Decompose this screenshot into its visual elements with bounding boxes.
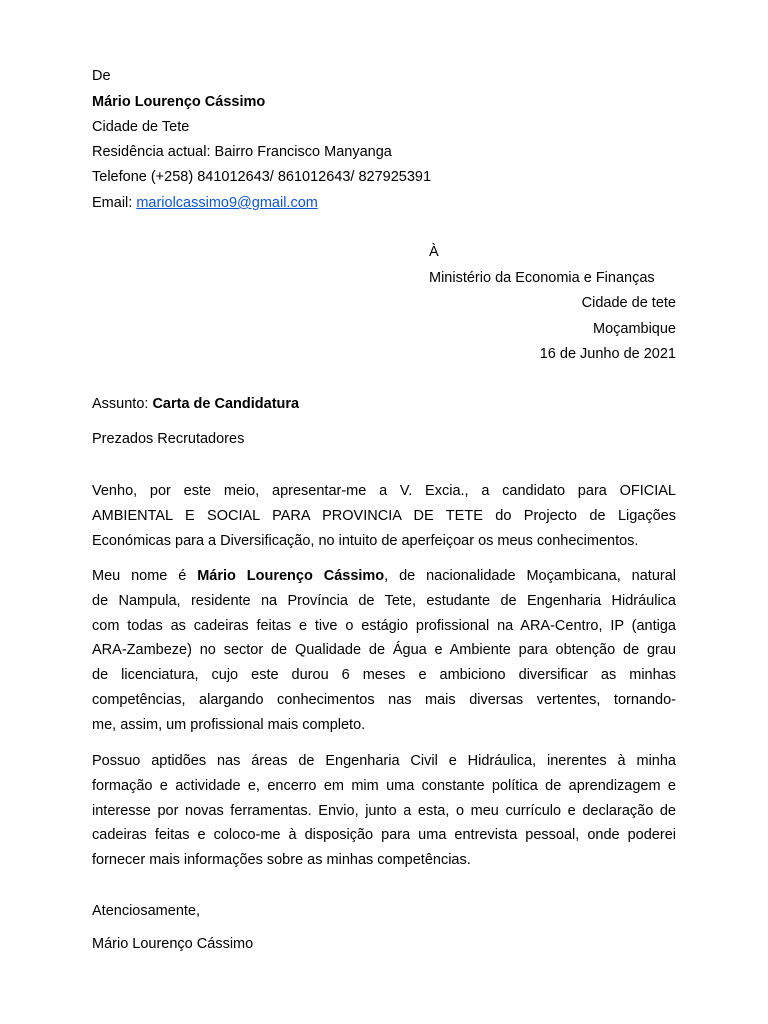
email-label: Email: <box>92 195 133 211</box>
paragraph-line: fornecer mais informações sobre as minhas competências. <box>92 852 471 869</box>
sender-phone: Telefone (+258) 841012643/ 861012643/ 827925391 <box>92 169 432 185</box>
sender-residence <box>92 143 392 161</box>
paragraph-line: de Nampula, residente na Província de Tete, estudante de Engenharia Hidráulica <box>92 592 676 609</box>
candidate-name: Mário Lourenço Cássimo <box>197 568 385 584</box>
paragraph-line: formação e actividade e, encerro em mim uma constante política de aprendizagem e <box>92 777 676 794</box>
paragraph-line: competências, alargando conhecimentos nas mais diversas vertentes, tornando- <box>92 691 676 708</box>
paragraph-line: ARA-Zambeze) no sector de Qualidade de Água e Ambiente para obtenção de grau <box>92 642 676 659</box>
paragraph-line: Possuo aptidões nas áreas de Engenharia Civil e Hidráulica, inerentes à minha <box>92 753 676 769</box>
signature-name: Mário Lourenço Cássimo <box>92 936 254 952</box>
paragraph-line: Venho, por este meio, apresentar-me a V. Excia., a candidato para OFICIAL <box>92 483 676 499</box>
sender-city: Cidade de Tete <box>92 119 190 135</box>
paragraph-line: me, assim, um profissional mais completo. <box>92 716 366 733</box>
subject-value: Carta de Candidatura <box>152 396 300 412</box>
from-label: De <box>92 68 111 84</box>
recipient-city: Cidade de tete <box>581 295 676 311</box>
paragraph-line: interesse por novas ferramentas. Envio, junto a esta, o meu currículo e declaração de <box>92 802 676 819</box>
paragraph-line: cadeiras feitas e coloco-me à disposição para uma entrevista pessoal, onde poderei <box>92 827 676 844</box>
to-label: À <box>429 244 439 260</box>
closing: Atenciosamente, <box>92 903 201 919</box>
email-link[interactable]: mariolcassimo9@gmail.com <box>136 195 318 211</box>
paragraph-line: Económicas para a Diversificação, no intuito de aperfeiçoar os meus conhecimentos. <box>92 532 639 549</box>
sender-email <box>92 194 318 212</box>
salutation: Prezados Recrutadores <box>92 431 245 447</box>
letter-date: 16 de Junho de 2021 <box>539 346 676 362</box>
recipient-organization: Ministério da Economia e Finanças <box>429 270 655 286</box>
subject-line <box>92 395 299 413</box>
paragraph-line <box>92 564 676 589</box>
paragraph-line: de licenciatura, cujo este durou 6 meses e ambiciono diversificar as minhas <box>92 667 676 684</box>
intro-text: Meu nome é <box>92 568 187 584</box>
body-paragraph-1 <box>92 479 676 553</box>
body-paragraph-2 <box>92 564 676 738</box>
sender-name: Mário Lourenço Cássimo <box>92 94 266 110</box>
recipient-country: Moçambique <box>592 321 676 337</box>
residence-label: Residência actual: <box>92 144 211 160</box>
paragraph-line: com todas as cadeiras feitas e tive o estágio profissional na ARA-Centro, IP (antiga <box>92 617 676 634</box>
body-paragraph-3 <box>92 749 676 873</box>
subject-label: Assunto: <box>92 396 149 412</box>
paragraph-line: AMBIENTAL E SOCIAL PARA PROVINCIA DE TETE do Projecto de Ligações <box>92 507 676 524</box>
residence-value: Bairro Francisco Manyanga <box>214 144 392 160</box>
nationality-text: , de nacionalidade Moçambicana, natural <box>384 568 676 584</box>
